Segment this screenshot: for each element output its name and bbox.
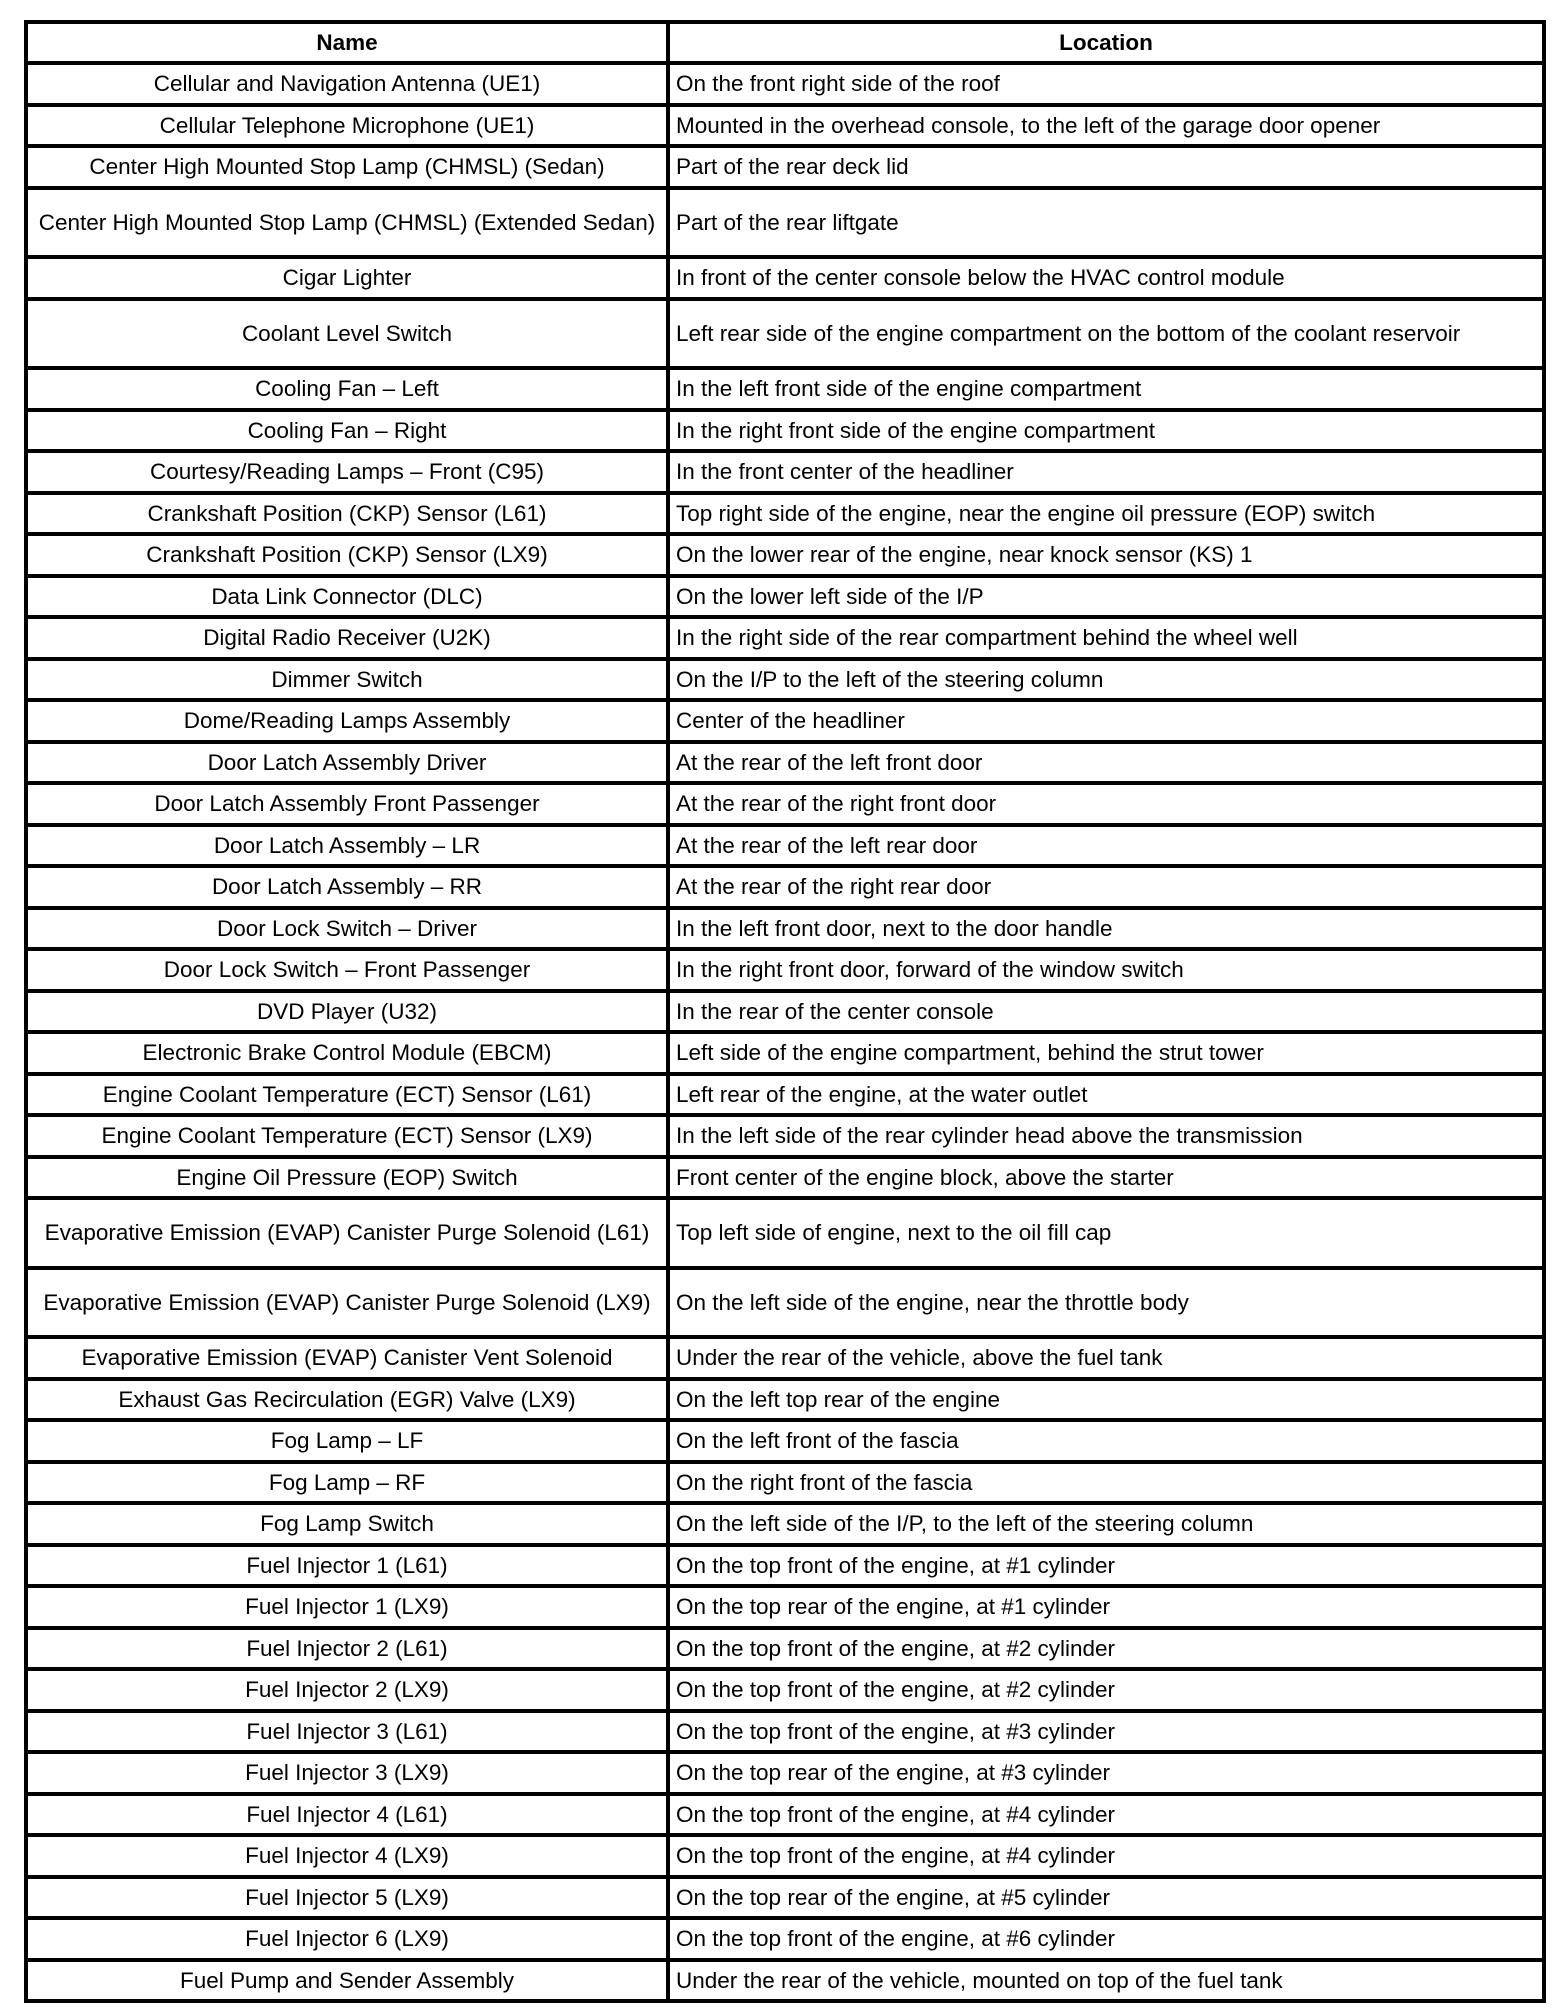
component-location-cell: On the left front of the fascia bbox=[668, 1420, 1544, 1462]
table-row bbox=[26, 866, 1544, 908]
component-location-cell: On the right front of the fascia bbox=[668, 1462, 1544, 1504]
component-name-cell: Data Link Connector (DLC) bbox=[26, 576, 668, 618]
table-row bbox=[26, 1268, 1544, 1338]
component-location-cell: In the right side of the rear compartment behind the wheel well bbox=[668, 617, 1544, 659]
component-name-cell: Fuel Injector 4 (L61) bbox=[26, 1794, 668, 1836]
table-body bbox=[26, 63, 1544, 2001]
component-location-cell: Part of the rear deck lid bbox=[668, 146, 1544, 188]
component-location-cell: Mounted in the overhead console, to the left of the garage door opener bbox=[668, 105, 1544, 147]
component-location-cell: On the top rear of the engine, at #1 cylinder bbox=[668, 1586, 1544, 1628]
component-name-cell: Door Latch Assembly Front Passenger bbox=[26, 783, 668, 825]
table-row bbox=[26, 1960, 1544, 2002]
component-location-cell: Top right side of the engine, near the engine oil pressure (EOP) switch bbox=[668, 493, 1544, 535]
table-row bbox=[26, 1115, 1544, 1157]
table-row bbox=[26, 1074, 1544, 1116]
component-name-cell: Cooling Fan – Left bbox=[26, 368, 668, 410]
component-name-cell: DVD Player (U32) bbox=[26, 991, 668, 1033]
table-row bbox=[26, 742, 1544, 784]
component-name-cell: Evaporative Emission (EVAP) Canister Purge Solenoid (L61) bbox=[26, 1198, 668, 1268]
component-location-cell: At the rear of the left rear door bbox=[668, 825, 1544, 867]
component-location-cell: In the rear of the center console bbox=[668, 991, 1544, 1033]
component-name-cell: Fuel Injector 1 (L61) bbox=[26, 1545, 668, 1587]
component-name-cell: Engine Oil Pressure (EOP) Switch bbox=[26, 1157, 668, 1199]
table-row bbox=[26, 299, 1544, 369]
header-row bbox=[26, 22, 1544, 63]
component-location-cell: In the left side of the rear cylinder head above the transmission bbox=[668, 1115, 1544, 1157]
table-row bbox=[26, 949, 1544, 991]
component-location-cell: Under the rear of the vehicle, mounted on top of the fuel tank bbox=[668, 1960, 1544, 2002]
table-row bbox=[26, 257, 1544, 299]
table-row bbox=[26, 1157, 1544, 1199]
table-row bbox=[26, 451, 1544, 493]
component-location-table bbox=[24, 20, 1546, 2003]
table-row bbox=[26, 1420, 1544, 1462]
component-name-cell: Courtesy/Reading Lamps – Front (C95) bbox=[26, 451, 668, 493]
component-location-cell: On the top front of the engine, at #1 cylinder bbox=[668, 1545, 1544, 1587]
table-row bbox=[26, 1877, 1544, 1919]
component-name-cell: Electronic Brake Control Module (EBCM) bbox=[26, 1032, 668, 1074]
component-name-cell: Digital Radio Receiver (U2K) bbox=[26, 617, 668, 659]
component-name-cell: Fuel Injector 3 (LX9) bbox=[26, 1752, 668, 1794]
component-location-cell: On the lower left side of the I/P bbox=[668, 576, 1544, 618]
component-location-cell: In the right front door, forward of the window switch bbox=[668, 949, 1544, 991]
component-name-cell: Door Lock Switch – Front Passenger bbox=[26, 949, 668, 991]
table-row bbox=[26, 1835, 1544, 1877]
component-location-cell: On the top front of the engine, at #6 cylinder bbox=[668, 1918, 1544, 1960]
component-name-cell: Dimmer Switch bbox=[26, 659, 668, 701]
component-location-cell: On the top rear of the engine, at #3 cylinder bbox=[668, 1752, 1544, 1794]
component-location-cell: On the top front of the engine, at #3 cylinder bbox=[668, 1711, 1544, 1753]
table-row bbox=[26, 659, 1544, 701]
component-name-cell: Fuel Injector 3 (L61) bbox=[26, 1711, 668, 1753]
component-location-cell: Under the rear of the vehicle, above the fuel tank bbox=[668, 1337, 1544, 1379]
component-location-cell: In the right front side of the engine compartment bbox=[668, 410, 1544, 452]
table-row bbox=[26, 63, 1544, 105]
component-name-cell: Crankshaft Position (CKP) Sensor (LX9) bbox=[26, 534, 668, 576]
component-name-cell: Door Latch Assembly – RR bbox=[26, 866, 668, 908]
component-location-cell: Center of the headliner bbox=[668, 700, 1544, 742]
table-row bbox=[26, 1918, 1544, 1960]
table-row bbox=[26, 576, 1544, 618]
component-location-cell: On the front right side of the roof bbox=[668, 63, 1544, 105]
component-name-cell: Fog Lamp Switch bbox=[26, 1503, 668, 1545]
component-name-cell: Exhaust Gas Recirculation (EGR) Valve (LX9) bbox=[26, 1379, 668, 1421]
table-row bbox=[26, 991, 1544, 1033]
component-location-cell: On the top rear of the engine, at #5 cylinder bbox=[668, 1877, 1544, 1919]
table-row bbox=[26, 1586, 1544, 1628]
component-location-cell: Front center of the engine block, above the starter bbox=[668, 1157, 1544, 1199]
table-row bbox=[26, 410, 1544, 452]
component-name-cell: Fog Lamp – RF bbox=[26, 1462, 668, 1504]
table-row bbox=[26, 105, 1544, 147]
component-name-cell: Fuel Injector 2 (LX9) bbox=[26, 1669, 668, 1711]
table-row bbox=[26, 1337, 1544, 1379]
component-location-cell: On the top front of the engine, at #4 cylinder bbox=[668, 1794, 1544, 1836]
table-row bbox=[26, 493, 1544, 535]
component-location-cell: On the left top rear of the engine bbox=[668, 1379, 1544, 1421]
table-row bbox=[26, 1032, 1544, 1074]
component-name-cell: Fuel Pump and Sender Assembly bbox=[26, 1960, 668, 2002]
component-name-cell: Engine Coolant Temperature (ECT) Sensor (LX9) bbox=[26, 1115, 668, 1157]
table-row bbox=[26, 1198, 1544, 1268]
component-location-cell: On the top front of the engine, at #2 cylinder bbox=[668, 1628, 1544, 1670]
component-location-cell: Left rear of the engine, at the water outlet bbox=[668, 1074, 1544, 1116]
component-name-cell: Door Latch Assembly – LR bbox=[26, 825, 668, 867]
component-name-cell: Cellular Telephone Microphone (UE1) bbox=[26, 105, 668, 147]
component-location-cell: On the I/P to the left of the steering column bbox=[668, 659, 1544, 701]
component-location-cell: Part of the rear liftgate bbox=[668, 188, 1544, 258]
component-name-cell: Center High Mounted Stop Lamp (CHMSL) (Extended Sedan) bbox=[26, 188, 668, 258]
table-row bbox=[26, 534, 1544, 576]
component-name-cell: Coolant Level Switch bbox=[26, 299, 668, 369]
component-name-cell: Fuel Injector 5 (LX9) bbox=[26, 1877, 668, 1919]
component-location-cell: In the front center of the headliner bbox=[668, 451, 1544, 493]
component-name-cell: Cigar Lighter bbox=[26, 257, 668, 299]
location-column-header: Location bbox=[668, 22, 1544, 63]
table-row bbox=[26, 1794, 1544, 1836]
component-name-cell: Dome/Reading Lamps Assembly bbox=[26, 700, 668, 742]
component-name-cell: Evaporative Emission (EVAP) Canister Purge Solenoid (LX9) bbox=[26, 1268, 668, 1338]
table-row bbox=[26, 700, 1544, 742]
table-row bbox=[26, 146, 1544, 188]
component-location-cell: In front of the center console below the HVAC control module bbox=[668, 257, 1544, 299]
component-name-cell: Fog Lamp – LF bbox=[26, 1420, 668, 1462]
table-row bbox=[26, 783, 1544, 825]
component-location-cell: On the top front of the engine, at #4 cylinder bbox=[668, 1835, 1544, 1877]
component-location-cell: Top left side of engine, next to the oil fill cap bbox=[668, 1198, 1544, 1268]
table-row bbox=[26, 825, 1544, 867]
table-row bbox=[26, 1711, 1544, 1753]
component-location-cell: In the left front door, next to the door handle bbox=[668, 908, 1544, 950]
table-row bbox=[26, 1628, 1544, 1670]
component-location-cell: In the left front side of the engine compartment bbox=[668, 368, 1544, 410]
component-location-cell: On the top front of the engine, at #2 cylinder bbox=[668, 1669, 1544, 1711]
table-row bbox=[26, 1379, 1544, 1421]
component-name-cell: Engine Coolant Temperature (ECT) Sensor (L61) bbox=[26, 1074, 668, 1116]
component-location-cell: On the left side of the engine, near the throttle body bbox=[668, 1268, 1544, 1338]
component-location-cell: At the rear of the right front door bbox=[668, 783, 1544, 825]
table-row bbox=[26, 188, 1544, 258]
table-row bbox=[26, 617, 1544, 659]
name-column-header: Name bbox=[26, 22, 668, 63]
table-row bbox=[26, 908, 1544, 950]
component-location-cell: On the lower rear of the engine, near knock sensor (KS) 1 bbox=[668, 534, 1544, 576]
component-name-cell: Cellular and Navigation Antenna (UE1) bbox=[26, 63, 668, 105]
component-name-cell: Door Lock Switch – Driver bbox=[26, 908, 668, 950]
component-name-cell: Fuel Injector 2 (L61) bbox=[26, 1628, 668, 1670]
table-row bbox=[26, 1462, 1544, 1504]
component-location-cell: At the rear of the right rear door bbox=[668, 866, 1544, 908]
table-row bbox=[26, 1669, 1544, 1711]
component-location-document bbox=[24, 20, 1542, 2003]
component-name-cell: Evaporative Emission (EVAP) Canister Vent Solenoid bbox=[26, 1337, 668, 1379]
table-row bbox=[26, 368, 1544, 410]
component-location-cell: Left rear side of the engine compartment on the bottom of the coolant reservoir bbox=[668, 299, 1544, 369]
component-name-cell: Fuel Injector 1 (LX9) bbox=[26, 1586, 668, 1628]
component-name-cell: Fuel Injector 6 (LX9) bbox=[26, 1918, 668, 1960]
table-row bbox=[26, 1752, 1544, 1794]
component-location-cell: On the left side of the I/P, to the left of the steering column bbox=[668, 1503, 1544, 1545]
component-name-cell: Crankshaft Position (CKP) Sensor (L61) bbox=[26, 493, 668, 535]
component-name-cell: Door Latch Assembly Driver bbox=[26, 742, 668, 784]
table-row bbox=[26, 1503, 1544, 1545]
table-row bbox=[26, 1545, 1544, 1587]
component-name-cell: Fuel Injector 4 (LX9) bbox=[26, 1835, 668, 1877]
component-name-cell: Center High Mounted Stop Lamp (CHMSL) (Sedan) bbox=[26, 146, 668, 188]
component-name-cell: Cooling Fan – Right bbox=[26, 410, 668, 452]
component-location-cell: At the rear of the left front door bbox=[668, 742, 1544, 784]
component-location-cell: Left side of the engine compartment, behind the strut tower bbox=[668, 1032, 1544, 1074]
